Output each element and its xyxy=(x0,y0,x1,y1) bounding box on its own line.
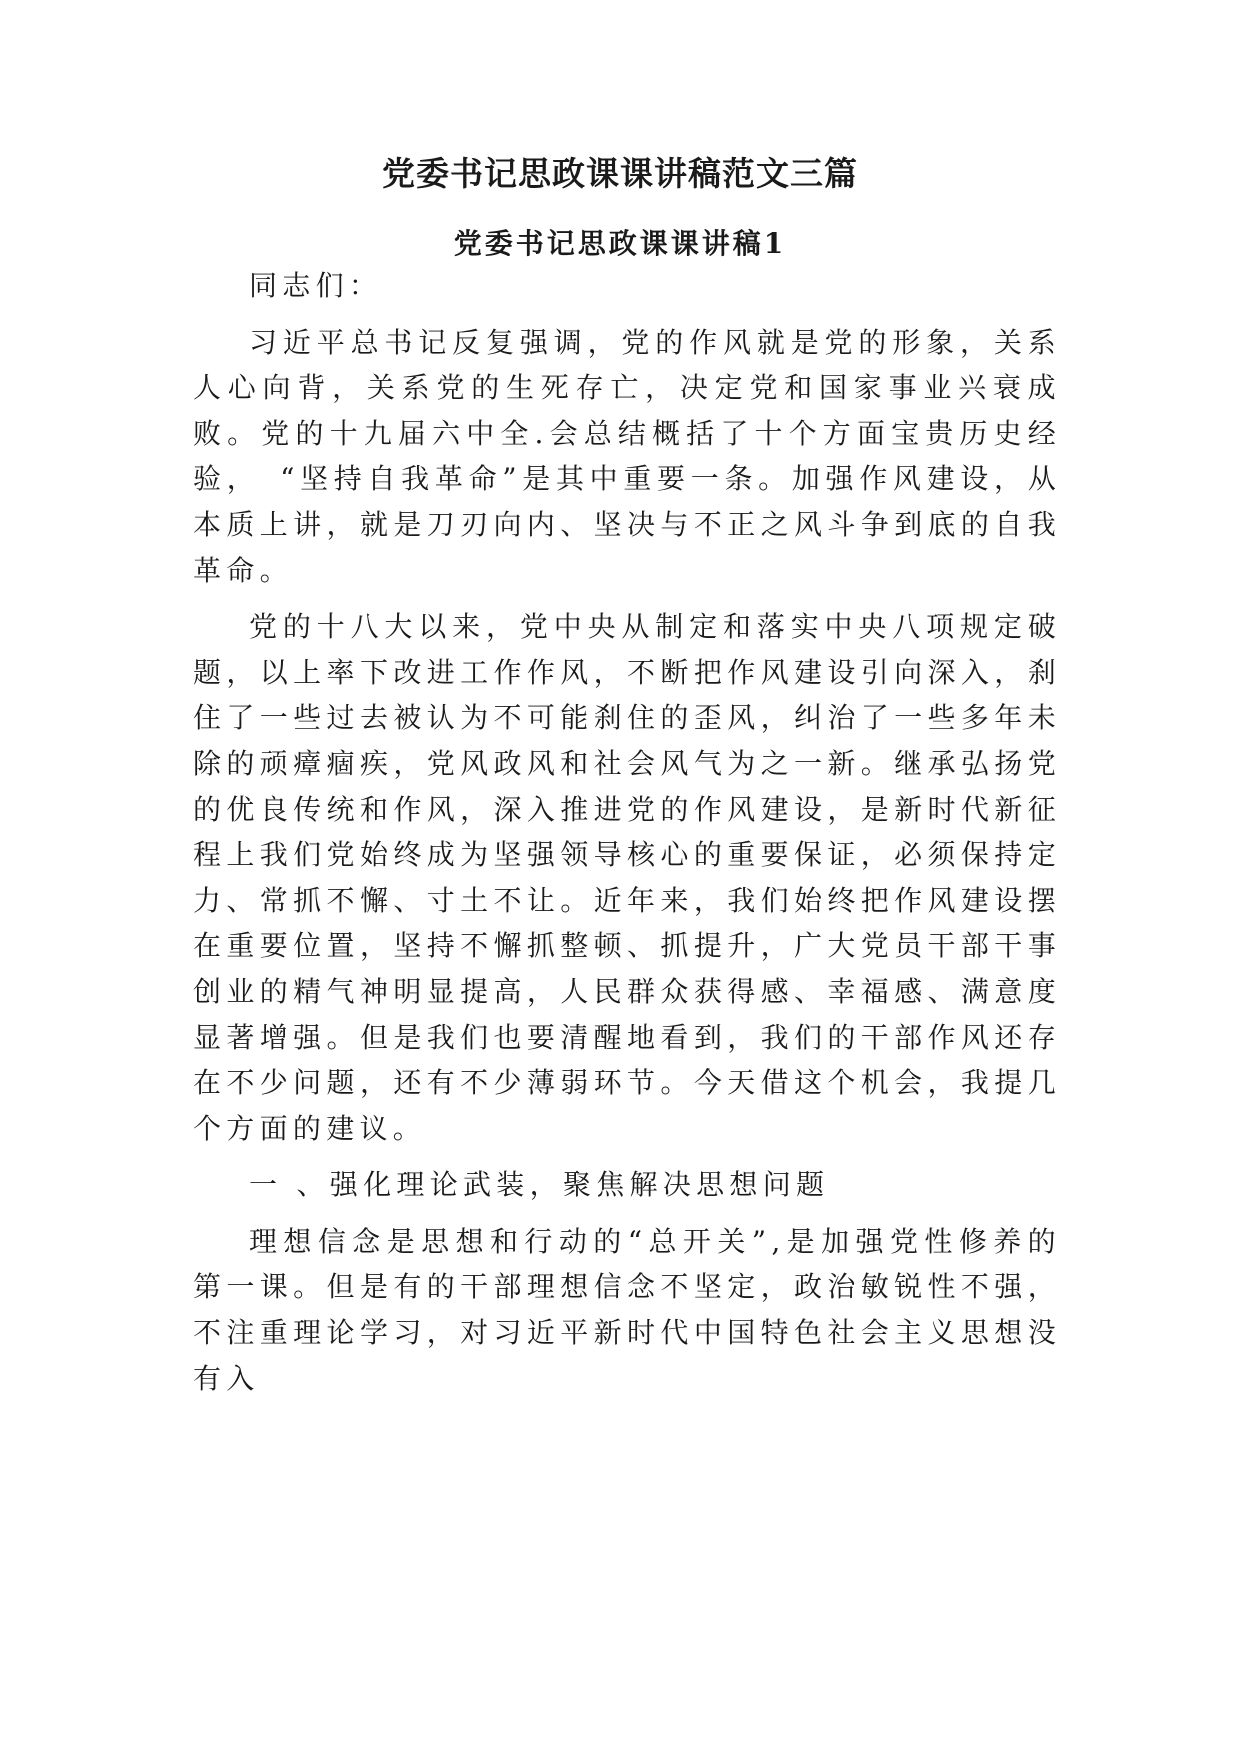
document-title: 党委书记思政课课讲稿范文三篇 xyxy=(382,154,858,193)
document-subtitle: 党委书记思政课课讲稿1 xyxy=(453,227,787,260)
document-body xyxy=(193,263,1061,1412)
paragraph-2: 党的十八大以来，党中央从制定和落实中央八项规定破题，以上率下改进工作作风，不断把作风建设引向深入，刹住了一些过去被认为不可能刹住的歪风，纠治了一些多年未除的顽瘴痼疾，党风政风和社会风气为之一新。继承弘扬党的优良传统和作风，深入推进党的作风建设，是新时代新征程上我们党始终成为坚强领导核心的重要保证，必须保持定力、常抓不懈、寸土不让。近年来，我们始终把作风建设摆在重要位置，坚持不懈抓整顿、抓提升，广大党员干部干事创业的精气神明显提高，人民群众获得感、幸福感、满意度显著增强。但是我们也要清醒地看到，我们的干部作风还存在不少问题，还有不少薄弱环节。今天借这个机会，我提几个方面的建议。 xyxy=(193,610,1061,1145)
salutation: 同志们： xyxy=(249,269,383,302)
paragraph-3: 理想信念是思想和行动的“总开关”,是加强党性修养的第一课。但是有的干部理想信念不坚定，政治敏锐性不强，不注重理论学习，对习近平新时代中国特色社会主义思想没有入 xyxy=(193,1224,1061,1395)
paragraph-1: 习近平总书记反复强调，党的作风就是党的形象，关系人心向背，关系党的生死存亡，决定党和国家事业兴衰成败。党的十九届六中全.会总结概括了十个方面宝贵历史经验， “坚持自我革命”是其中重要一条。加强作风建设，从本质上讲，就是刀刃向内、坚决与不正之风斗争到底的自我革命。 xyxy=(193,325,1061,587)
section-heading-1: 一 、强化理论武装，聚焦解决思想问题 xyxy=(249,1168,830,1202)
